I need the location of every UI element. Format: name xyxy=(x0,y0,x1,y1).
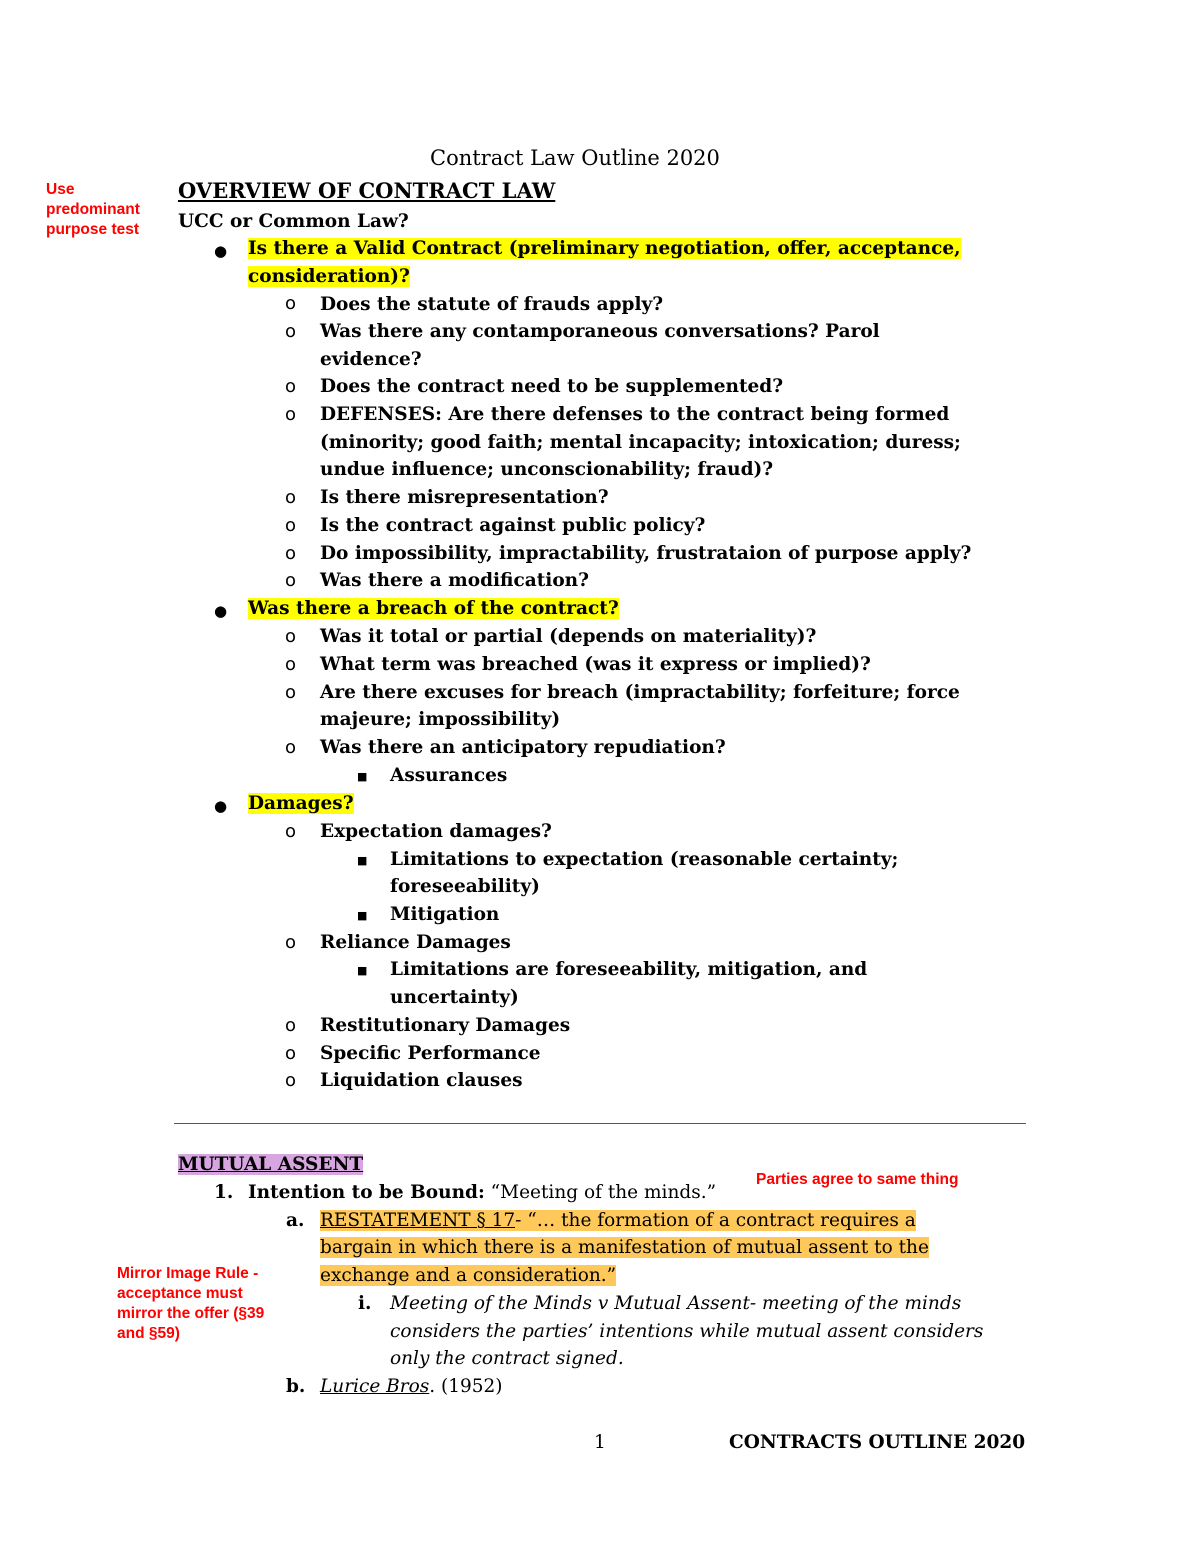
lurice-bros-year: . (1952) xyxy=(429,1376,503,1397)
misrepresentation-item: Is there misrepresentation? xyxy=(320,487,609,508)
expectation-limit-line2: foreseeability) xyxy=(390,876,540,897)
circle-bullet-icon: o xyxy=(285,1015,297,1036)
circle-bullet-icon: o xyxy=(285,487,297,508)
term-breached-item: What term was breached (was it express or implied)? xyxy=(320,654,871,675)
damages-heading: Damages? xyxy=(248,793,354,814)
parol-evidence-line2: evidence? xyxy=(320,349,422,370)
square-bullet-icon: ■ xyxy=(357,854,368,867)
circle-bullet-icon: o xyxy=(285,515,297,536)
breach-heading: Was there a breach of the contract? xyxy=(248,598,619,619)
circle-bullet-icon: o xyxy=(285,321,297,342)
defenses-line3: undue influence; unconscionability; fraud)? xyxy=(320,459,774,480)
expectation-damages-item: Expectation damages? xyxy=(320,821,552,842)
reliance-damages-item: Reliance Damages xyxy=(320,932,511,953)
page-number: 1 xyxy=(594,1432,606,1453)
assurances-item: Assurances xyxy=(390,765,508,786)
defenses-line2: (minority; good faith; mental incapacity; intoxication; duress; xyxy=(320,432,961,453)
square-bullet-icon: ■ xyxy=(357,964,368,977)
margin-note-predominant-purpose: Use predominant purpose test xyxy=(46,181,140,238)
expectation-limit-line1: Limitations to expectation (reasonable certainty; xyxy=(390,849,899,870)
circle-bullet-icon: o xyxy=(285,1043,297,1064)
square-bullet-icon: ■ xyxy=(357,770,368,783)
minds-vs-assent-line1: Meeting of the Minds v Mutual Assent- meeting of the minds xyxy=(390,1293,962,1314)
bullet-marker: ● xyxy=(214,797,228,815)
document-title: Contract Law Outline 2020 xyxy=(430,146,720,170)
item-b-marker: b. xyxy=(286,1376,306,1397)
impossibility-item: Do impossibility, impractability, frustrataion of purpose apply? xyxy=(320,543,972,564)
restatement-17-line2: bargain in which there is a manifestation of mutual assent to the xyxy=(320,1237,929,1258)
item-i-marker: i. xyxy=(358,1293,372,1314)
reliance-limit-line1: Limitations are foreseeability, mitigation, and xyxy=(390,959,868,980)
restitutionary-damages-item: Restitutionary Damages xyxy=(320,1015,571,1036)
supplemented-item: Does the contract need to be supplemented? xyxy=(320,376,784,397)
bullet-marker: ● xyxy=(214,602,228,620)
lurice-bros-case: Lurice Bros xyxy=(320,1376,430,1397)
item-a-marker: a. xyxy=(286,1210,305,1231)
circle-bullet-icon: o xyxy=(285,682,297,703)
anticipatory-repudiation-item: Was there an anticipatory repudiation? xyxy=(320,737,726,758)
valid-contract-line1: Is there a Valid Contract (preliminary negotiation, offer, acceptance, xyxy=(248,238,961,259)
section-divider xyxy=(174,1123,1026,1124)
mutual-assent-heading: MUTUAL ASSENT xyxy=(178,1154,364,1175)
circle-bullet-icon: o xyxy=(285,293,297,314)
restatement-17-line1: - “… the formation of a contract requires a xyxy=(515,1210,916,1231)
circle-bullet-icon: o xyxy=(285,654,297,675)
valid-contract-line2: consideration)? xyxy=(248,266,410,287)
excuses-line2: majeure; impossibility) xyxy=(320,709,561,730)
bullet-marker: ● xyxy=(214,242,228,260)
specific-performance-item: Specific Performance xyxy=(320,1043,541,1064)
total-partial-item: Was it total or partial (depends on materiality)? xyxy=(320,626,817,647)
intention-to-be-bound-text: “Meeting of the minds.” xyxy=(484,1182,717,1203)
defenses-line1: DEFENSES: Are there defenses to the contract being formed xyxy=(320,404,950,425)
footer-title: CONTRACTS OUTLINE 2020 xyxy=(729,1432,1026,1453)
minds-vs-assent-line2: considers the parties’ intentions while mutual assent considers xyxy=(390,1321,984,1342)
square-bullet-icon: ■ xyxy=(357,909,368,922)
circle-bullet-icon: o xyxy=(285,543,297,564)
parol-evidence-line1: Was there any contamporaneous conversations? Parol xyxy=(320,321,880,342)
minds-vs-assent-line3: only the contract signed. xyxy=(390,1348,624,1369)
mitigation-item: Mitigation xyxy=(390,904,500,925)
margin-note-parties-agree: Parties agree to same thing xyxy=(756,1171,959,1188)
intention-to-be-bound-label: Intention to be Bound: xyxy=(248,1182,485,1203)
circle-bullet-icon: o xyxy=(285,821,297,842)
ucc-common-law-question: UCC or Common Law? xyxy=(178,211,409,232)
circle-bullet-icon: o xyxy=(285,626,297,647)
margin-note-mirror-image-rule: Mirror Image Rule - acceptance must mirror the offer (§39 and §59) xyxy=(117,1265,265,1342)
excuses-line1: Are there excuses for breach (impractability; forfeiture; force xyxy=(320,682,960,703)
restatement-17-reference: RESTATEMENT § 17 xyxy=(320,1210,516,1231)
reliance-limit-line2: uncertainty) xyxy=(390,987,519,1008)
statute-of-frauds-item: Does the statute of frauds apply? xyxy=(320,294,664,315)
public-policy-item: Is the contract against public policy? xyxy=(320,515,706,536)
item-1-number: 1. xyxy=(214,1182,234,1203)
circle-bullet-icon: o xyxy=(285,376,297,397)
circle-bullet-icon: o xyxy=(285,737,297,758)
modification-item: Was there a modification? xyxy=(320,570,589,591)
restatement-17-line3: exchange and a consideration.” xyxy=(320,1265,617,1286)
circle-bullet-icon: o xyxy=(285,932,297,953)
circle-bullet-icon: o xyxy=(285,570,297,591)
circle-bullet-icon: o xyxy=(285,404,297,425)
liquidation-clauses-item: Liquidation clauses xyxy=(320,1070,523,1091)
circle-bullet-icon: o xyxy=(285,1070,297,1091)
overview-heading: OVERVIEW OF CONTRACT LAW xyxy=(178,178,556,203)
